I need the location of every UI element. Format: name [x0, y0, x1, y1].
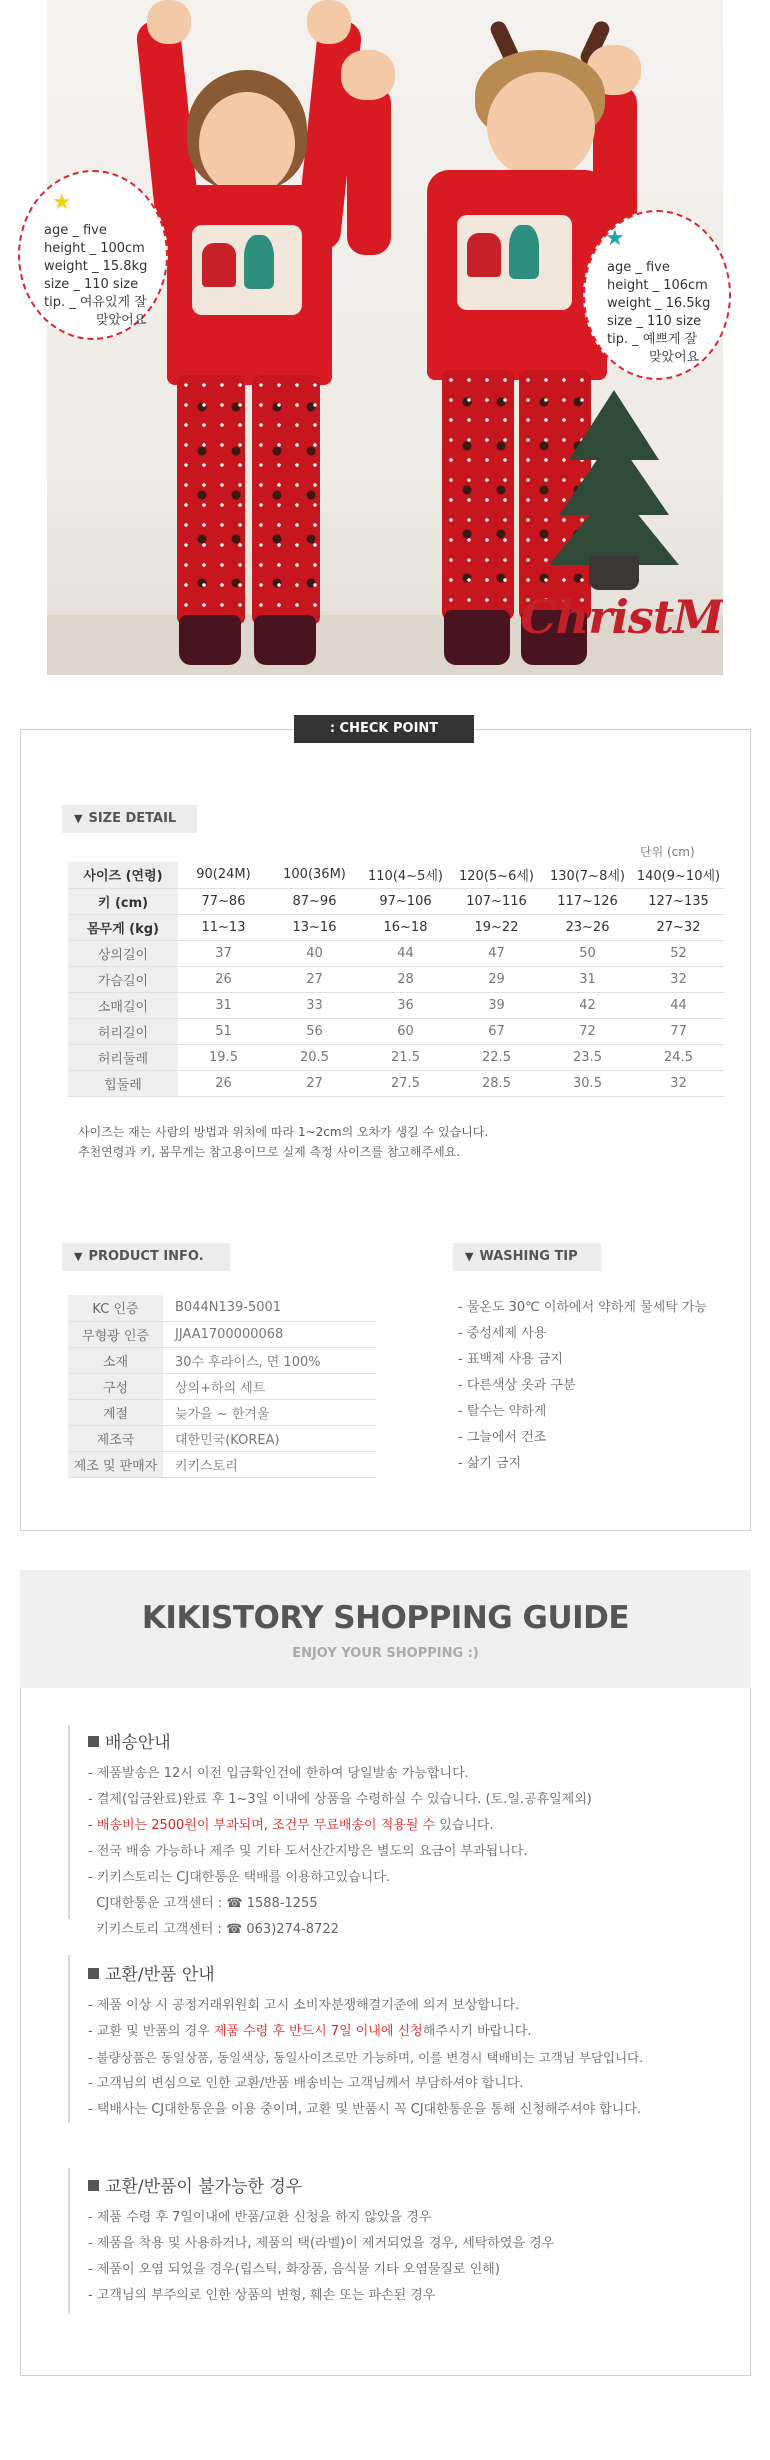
- table-row: [68, 1425, 376, 1451]
- table-cell: 늦가을 ~ 한겨울: [163, 1399, 376, 1425]
- table-cell: 27: [269, 1070, 360, 1096]
- table-cell: 22.5: [451, 1044, 542, 1070]
- table-cell: 상의+하의 세트: [163, 1373, 376, 1399]
- unit-label: 단위 (cm): [640, 845, 695, 859]
- guide-line: - 고객님의 부주의로 인한 상품의 변형, 훼손 또는 파손된 경우: [88, 2288, 436, 2303]
- table-cell: 51: [178, 1018, 269, 1044]
- check-point-title: : CHECK POINT: [294, 715, 474, 743]
- table-cell: 24.5: [633, 1044, 724, 1070]
- table-row: [68, 1321, 376, 1347]
- table-cell: 29: [451, 966, 542, 992]
- no-exchange-section: [88, 2172, 554, 2309]
- table-cell: 허리길이: [68, 1018, 178, 1044]
- list-item: - 그늘에서 건조: [458, 1430, 547, 1445]
- table-cell: 100(36M): [269, 862, 360, 888]
- table-cell: 19.5: [178, 1044, 269, 1070]
- star-icon: ★: [605, 226, 625, 251]
- table-cell: 27~32: [633, 914, 724, 940]
- guide-line: - 제품이 오염 되었을 경우(립스틱, 화장품, 음식물 기타 오염물질로 인해): [88, 2262, 500, 2277]
- guide-line: 키키스토리 고객센터 : ☎ 063)274-8722: [88, 1922, 339, 1937]
- table-cell: 140(9~10세): [633, 862, 724, 888]
- table-cell: 11~13: [178, 914, 269, 940]
- table-cell: 127~135: [633, 888, 724, 914]
- table-row: [68, 914, 724, 940]
- table-cell: 32: [633, 1070, 724, 1096]
- table-cell: 107~116: [451, 888, 542, 914]
- guide-line: - 제품발송은 12시 이전 입금확인건에 한하여 당일발송 가능합니다.: [88, 1766, 469, 1781]
- guide-line: - 교환 및 반품의 경우 제품 수령 후 반드시 7일 이내에 신청해주시기 바랍니다.: [88, 2024, 532, 2039]
- table-cell: 60: [360, 1018, 451, 1044]
- table-row: [68, 1295, 376, 1321]
- bubble-line: tip. _ 예쁘게 잘: [607, 332, 698, 347]
- list-item: - 탈수는 약하게: [458, 1404, 547, 1419]
- table-cell: 117~126: [542, 888, 633, 914]
- washing-tip-tab: ▼ WASHING TIP: [453, 1243, 601, 1271]
- table-cell: 32: [633, 966, 724, 992]
- table-cell: 120(5~6세): [451, 862, 542, 888]
- table-cell: 제조국: [68, 1425, 163, 1451]
- product-info-tab: ▼ PRODUCT INFO.: [62, 1243, 230, 1271]
- table-cell: JJAA1700000068: [163, 1321, 376, 1347]
- table-cell: 21.5: [360, 1044, 451, 1070]
- table-cell: 97~106: [360, 888, 451, 914]
- size-table: [68, 862, 724, 1097]
- table-cell: KC 인증: [68, 1295, 163, 1321]
- table-cell: 77: [633, 1018, 724, 1044]
- square-icon: [88, 2180, 99, 2191]
- section-heading: 배송안내: [88, 1728, 592, 1753]
- guide-line: - 결제(입금완료)완료 후 1~3일 이내에 상품을 수령하실 수 있습니다. (토.일.공휴일제외): [88, 1792, 592, 1807]
- bubble-line: weight _ 16.5kg: [607, 296, 711, 311]
- exchange-section: [88, 1960, 643, 2123]
- table-cell: 사이즈 (연령): [68, 862, 178, 888]
- table-cell: 16~18: [360, 914, 451, 940]
- star-icon: ★: [52, 190, 72, 215]
- shopping-guide-title: KIKISTORY SHOPPING GUIDE: [141, 1600, 630, 1636]
- bubble-line: height _ 106cm: [607, 278, 708, 293]
- table-cell: 13~16: [269, 914, 360, 940]
- size-note: 사이즈는 재는 사람의 방법과 위치에 따라 1~2cm의 오차가 생길 수 있습니다.: [78, 1125, 489, 1139]
- table-row: [68, 1070, 724, 1096]
- square-icon: [88, 1736, 99, 1747]
- list-item: - 중성세제 사용: [458, 1326, 547, 1341]
- table-cell: 30.5: [542, 1070, 633, 1096]
- table-cell: 67: [451, 1018, 542, 1044]
- table-cell: 40: [269, 940, 360, 966]
- guide-line: - 제품 수령 후 7일이내에 반품/교환 신청을 하지 않았을 경우: [88, 2210, 432, 2225]
- divider: [68, 1955, 70, 2123]
- table-cell: 27: [269, 966, 360, 992]
- table-row: [68, 966, 724, 992]
- guide-line: - 배송비는 2500원이 부과되며, 조건무 무료배송이 적용될 수 있습니다.: [88, 1818, 494, 1833]
- table-cell: 가슴길이: [68, 966, 178, 992]
- table-cell: 52: [633, 940, 724, 966]
- section-heading: 교환/반품이 불가능한 경우: [88, 2172, 554, 2197]
- table-cell: 90(24M): [178, 862, 269, 888]
- table-cell: 39: [451, 992, 542, 1018]
- table-cell: 56: [269, 1018, 360, 1044]
- square-icon: [88, 1968, 99, 1979]
- table-cell: 26: [178, 966, 269, 992]
- bubble-line: 맞았어요: [649, 350, 700, 365]
- bubble-line: weight _ 15.8kg: [44, 259, 148, 274]
- table-cell: 77~86: [178, 888, 269, 914]
- triangle-down-icon: ▼: [74, 812, 83, 825]
- table-cell: 72: [542, 1018, 633, 1044]
- table-row: [68, 1373, 376, 1399]
- table-cell: 130(7~8세): [542, 862, 633, 888]
- table-row: [68, 1044, 724, 1070]
- bubble-line: age _ five: [607, 260, 670, 275]
- table-cell: 36: [360, 992, 451, 1018]
- triangle-down-icon: ▼: [465, 1250, 474, 1263]
- product-info-table: [68, 1295, 376, 1478]
- guide-line: - 키키스토리는 CJ대한통운 택배를 이용하고있습니다.: [88, 1870, 390, 1885]
- triangle-down-icon: ▼: [74, 1250, 83, 1263]
- bubble-line: size _ 110 size: [607, 314, 702, 329]
- table-cell: 20.5: [269, 1044, 360, 1070]
- table-row: [68, 1018, 724, 1044]
- table-row: [68, 888, 724, 914]
- guide-line: CJ대한통운 고객센터 : ☎ 1588-1255: [88, 1896, 318, 1911]
- shipping-section: [88, 1728, 592, 1943]
- guide-line: - 전국 배송 가능하나 제주 및 기타 도서산간지방은 별도의 요금이 부과됩니다.: [88, 1844, 528, 1859]
- guide-line: - 제품 이상 시 공정거래위원회 고시 소비자분쟁해결기준에 의거 보상합니다.: [88, 1998, 520, 2013]
- bubble-line: tip. _ 여유있게 잘: [44, 295, 147, 310]
- table-header-row: [68, 862, 724, 888]
- table-row: [68, 1347, 376, 1373]
- shopping-guide-subtitle: ENJOY YOUR SHOPPING :): [292, 1646, 479, 1661]
- table-cell: 허리둘레: [68, 1044, 178, 1070]
- christmas-tree: [549, 390, 679, 590]
- size-detail-tab: ▼ SIZE DETAIL: [62, 805, 197, 833]
- table-cell: 힙둘레: [68, 1070, 178, 1096]
- table-cell: 44: [633, 992, 724, 1018]
- table-cell: 19~22: [451, 914, 542, 940]
- list-item: - 다른색상 옷과 구분: [458, 1378, 576, 1393]
- table-cell: 무형광 인증: [68, 1321, 163, 1347]
- table-row: [68, 1451, 376, 1477]
- table-cell: 키키스토리: [163, 1451, 376, 1477]
- table-cell: 87~96: [269, 888, 360, 914]
- table-cell: 23.5: [542, 1044, 633, 1070]
- table-cell: 37: [178, 940, 269, 966]
- christmas-sign: ChristM: [520, 590, 723, 644]
- table-cell: 소재: [68, 1347, 163, 1373]
- divider: [68, 1725, 70, 1919]
- table-cell: 상의길이: [68, 940, 178, 966]
- boy-info-bubble: [583, 210, 731, 380]
- table-cell: 27.5: [360, 1070, 451, 1096]
- list-item: - 표백제 사용 금지: [458, 1352, 563, 1367]
- guide-line: - 택배사는 CJ대한통운을 이용 중이며, 교환 및 반품시 꼭 CJ대한통운을 통해 신청해주셔야 합니다.: [88, 2102, 642, 2117]
- table-cell: B044N139-5001: [163, 1295, 376, 1321]
- table-cell: 31: [542, 966, 633, 992]
- section-heading: 교환/반품 안내: [88, 1960, 643, 1985]
- table-cell: 26: [178, 1070, 269, 1096]
- girl-info-bubble: [18, 170, 168, 340]
- divider: [68, 2168, 70, 2314]
- table-cell: 대한민국(KOREA): [163, 1425, 376, 1451]
- table-cell: 47: [451, 940, 542, 966]
- table-row: [68, 992, 724, 1018]
- table-cell: 30수 후라이스, 면 100%: [163, 1347, 376, 1373]
- bubble-line: size _ 110 size: [44, 277, 139, 292]
- table-row: [68, 1399, 376, 1425]
- table-cell: 28.5: [451, 1070, 542, 1096]
- bubble-line: height _ 100cm: [44, 241, 145, 256]
- list-item: - 삶기 금지: [458, 1456, 522, 1471]
- table-cell: 28: [360, 966, 451, 992]
- table-cell: 제조 및 판매자: [68, 1451, 163, 1477]
- table-cell: 몸무게 (kg): [68, 914, 178, 940]
- table-cell: 23~26: [542, 914, 633, 940]
- table-cell: 계절: [68, 1399, 163, 1425]
- table-cell: 소매길이: [68, 992, 178, 1018]
- size-note: 추천연령과 키, 몸무게는 참고용이므로 실제 측정 사이즈를 참고해주세요.: [78, 1145, 461, 1159]
- table-row: [68, 940, 724, 966]
- bubble-line: age _ five: [44, 223, 107, 238]
- table-cell: 키 (cm): [68, 888, 178, 914]
- girl-model: [137, 0, 377, 670]
- table-cell: 110(4~5세): [360, 862, 451, 888]
- guide-line: - 고객님의 변심으로 인한 교환/반품 배송비는 고객님께서 부담하셔야 합니다.: [88, 2076, 524, 2091]
- table-cell: 구성: [68, 1373, 163, 1399]
- washing-tip-list: [458, 1295, 707, 1477]
- shopping-guide-header: [20, 1570, 751, 1688]
- guide-line: - 제품을 착용 및 사용하거나, 제품의 택(라벨)이 제거되었을 경우, 세탁하였을 경우: [88, 2236, 555, 2251]
- guide-line: - 불량상품은 동일상품, 동일색상, 동일사이즈로만 가능하며, 이를 변경시 택배비는 고객님 부담입니다.: [88, 2050, 644, 2065]
- bubble-line: 맞았어요: [96, 313, 147, 328]
- table-cell: 44: [360, 940, 451, 966]
- table-cell: 33: [269, 992, 360, 1018]
- table-cell: 42: [542, 992, 633, 1018]
- list-item: - 물온도 30℃ 이하에서 약하게 물세탁 가능: [458, 1300, 707, 1315]
- table-cell: 31: [178, 992, 269, 1018]
- table-cell: 50: [542, 940, 633, 966]
